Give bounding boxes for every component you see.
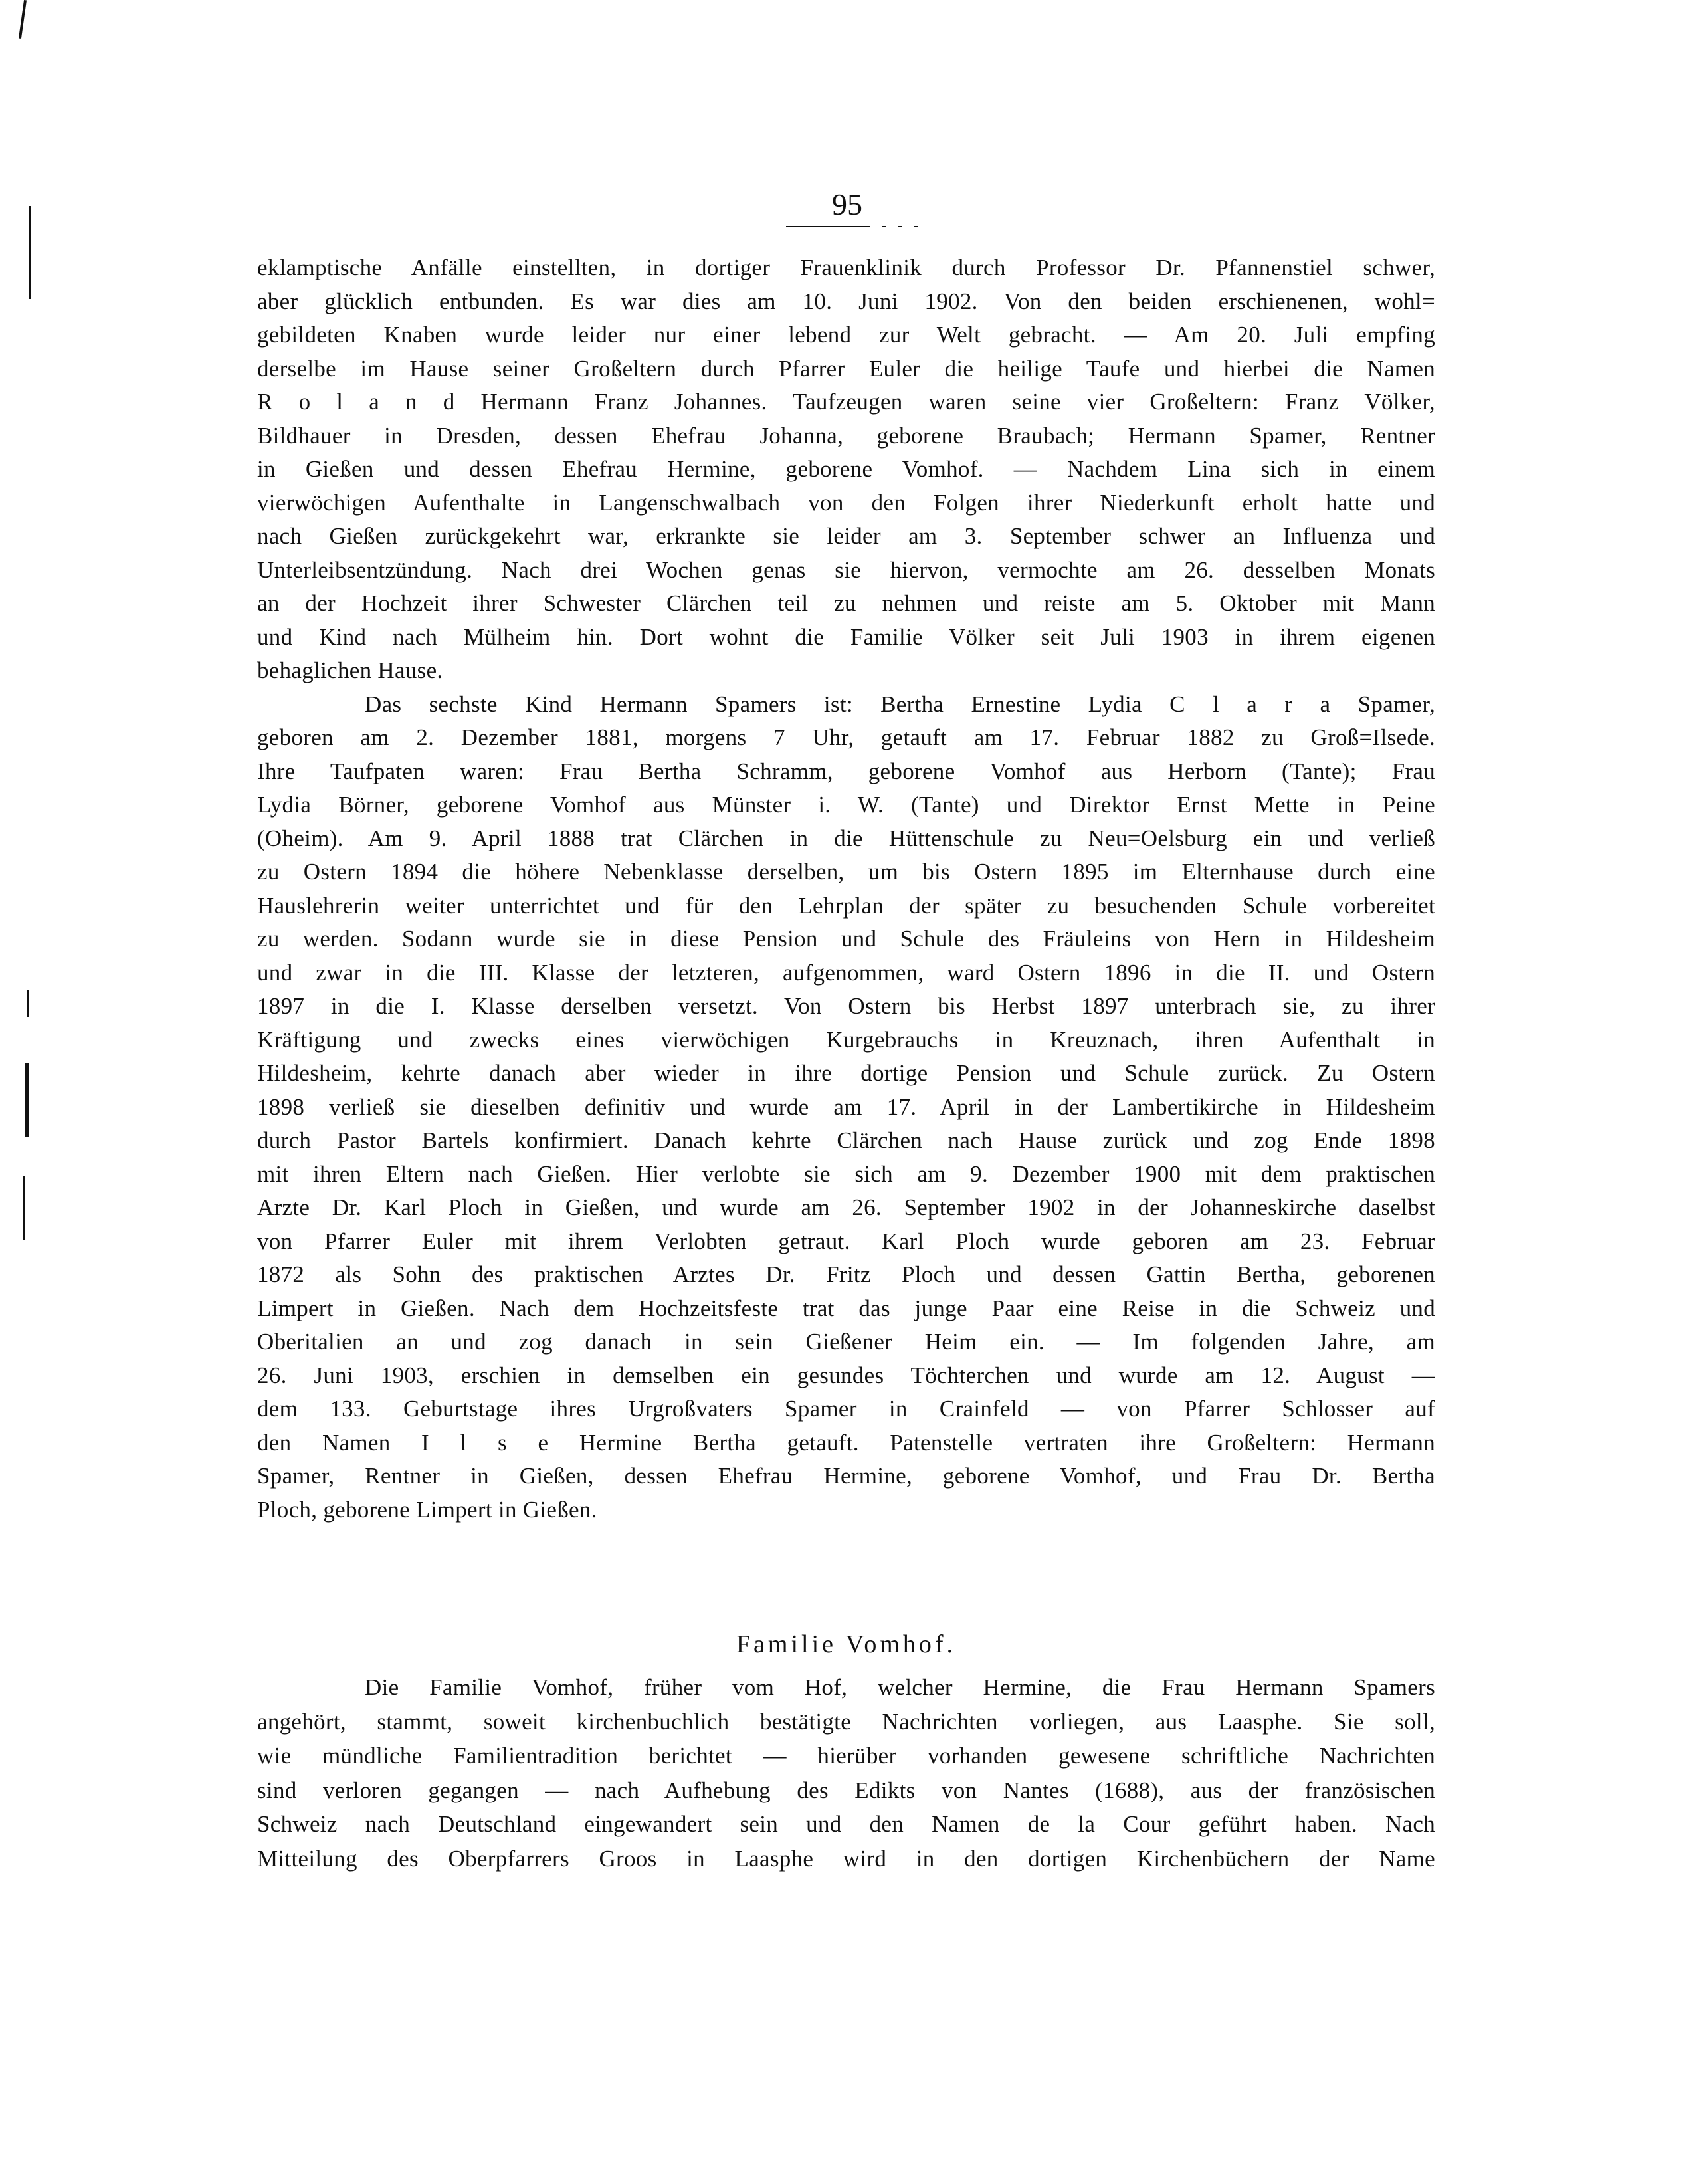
text-line: den Namen I l s e Hermine Bertha getauft. Patenstelle vertraten ihre Großeltern: Hermann <box>257 1429 1435 1456</box>
text-line: Mitteilung des Oberpfarrers Groos in Laasphe wird in den dortigen Kirchenbüchern der Name <box>257 1845 1435 1872</box>
text-line: aber glücklich entbunden. Es war dies am 10. Juni 1902. Von den beiden erschienenen, wohl= <box>257 288 1435 314</box>
text-line: nach Gießen zurückgekehrt war, erkrankte sie leider am 3. September schwer an Influenza und <box>257 523 1435 549</box>
paragraph-familie-vomhof <box>257 1670 1435 1876</box>
text-line: an der Hochzeit ihrer Schwester Clärchen teil zu nehmen und reiste am 5. Oktober mit Mann <box>257 590 1435 616</box>
text-line: Die Familie Vomhof, früher vom Hof, welcher Hermine, die Frau Hermann Spamers <box>365 1674 1435 1700</box>
text-line: sind verloren gegangen — nach Aufhebung des Edikts von Nantes (1688), aus der französischen <box>257 1777 1435 1803</box>
text-line: Hauslehrerin weiter unterrichtet und für den Lehrplan der später zu besuchenden Schule vorbereitet <box>257 892 1435 919</box>
text-line: mit ihren Eltern nach Gießen. Hier verlobte sie sich am 9. Dezember 1900 mit dem praktischen <box>257 1160 1435 1187</box>
text-line: Kräftigung und zwecks eines vierwöchigen Kurgebrauchs in Kreuznach, ihren Aufenthalt in <box>257 1026 1435 1053</box>
text-line: Oberitalien an und zog danach in sein Gießener Heim ein. — Im folgenden Jahre, am <box>257 1329 1435 1355</box>
text-line: vierwöchigen Aufenthalte in Langenschwalbach von den Folgen ihrer Niederkunft erholt hatte und <box>257 489 1435 516</box>
text-line: Arzte Dr. Karl Ploch in Gießen, und wurde am 26. September 1902 in der Johanneskirche daselbst <box>257 1194 1435 1220</box>
page-number: 95 <box>832 187 862 221</box>
text-line: eklamptische Anfälle einstellten, in dortiger Frauenklinik durch Professor Dr. Pfannenstiel schwer, <box>257 255 1435 280</box>
paragraph-sechste-kind <box>257 688 1435 1527</box>
text-line: von Pfarrer Euler mit ihrem Verlobten getraut. Karl Ploch wurde geboren am 23. Februar <box>257 1228 1435 1254</box>
body-text-block <box>257 1670 1435 1876</box>
text-line: 1898 verließ sie dieselben definitiv und wurde am 17. April in der Lambertikirche in Hildesheim <box>257 1093 1435 1120</box>
text-line: zu werden. Sodann wurde sie in diese Pension und Schule des Fräuleins von Hern in Hildesheim <box>257 926 1435 952</box>
scan-margin-mark <box>25 1063 29 1137</box>
scan-margin-mark <box>19 0 27 39</box>
text-line: derselbe im Hause seiner Großeltern durch Pfarrer Euler die heilige Taufe und hierbei die Namen <box>257 355 1435 382</box>
body-text-block <box>257 251 1435 1527</box>
text-line: Ploch, geborene Limpert in Gießen. <box>257 1496 597 1523</box>
page-number-rule <box>786 226 866 227</box>
text-line: 1872 als Sohn des praktischen Arztes Dr. Fritz Ploch und dessen Gattin Bertha, geborenen <box>257 1261 1435 1287</box>
text-line: Lydia Börner, geborene Vomhof aus Münster i. W. (Tante) und Direktor Ernst Mette in Peine <box>257 792 1435 818</box>
scan-margin-mark <box>29 206 31 299</box>
section-heading: Familie Vomhof. <box>736 1630 957 1658</box>
text-line: 26. Juni 1903, erschien in demselben ein gesundes Töchterchen und wurde am 12. August — <box>257 1362 1435 1388</box>
text-line: behaglichen Hause. <box>257 657 443 683</box>
scan-margin-mark <box>27 990 29 1017</box>
scan-margin-mark <box>23 1176 25 1240</box>
text-line: geboren am 2. Dezember 1881, morgens 7 Uhr, getauft am 17. Februar 1882 zu Groß=Ilsede. <box>257 724 1435 750</box>
text-line: (Oheim). Am 9. April 1888 trat Clärchen in die Hüttenschule zu Neu=Oelsburg ein und verließ <box>257 825 1435 851</box>
text-line: in Gießen und dessen Ehefrau Hermine, geborene Vomhof. — Nachdem Lina sich in einem <box>257 456 1435 482</box>
text-line: Das sechste Kind Hermann Spamers ist: Bertha Ernestine Lydia C l a r a Spamer, <box>365 691 1435 717</box>
text-line: und zwar in die III. Klasse der letzteren, aufgenommen, ward Ostern 1896 in die II. und Ostern <box>257 959 1435 986</box>
page-number-rule-dots <box>866 226 929 227</box>
text-line: wie mündliche Familientradition berichtet — hierüber vorhanden gewesene schriftliche Nachrichten <box>257 1743 1435 1769</box>
text-line: und Kind nach Mülheim hin. Dort wohnt die Familie Völker seit Juli 1903 in ihrem eigenen <box>257 623 1435 650</box>
text-line: Hildesheim, kehrte danach aber wieder in ihre dortige Pension und Schule zurück. Zu Ostern <box>257 1060 1435 1086</box>
text-line: durch Pastor Bartels konfirmiert. Danach kehrte Clärchen nach Hause zurück und zog Ende 1898 <box>257 1127 1435 1153</box>
text-line: Schweiz nach Deutschland eingewandert sein und den Namen de la Cour geführt haben. Nach <box>257 1811 1435 1838</box>
text-line: Unterleibsentzündung. Nach drei Wochen genas sie hiervon, vermochte am 26. desselben Monats <box>257 556 1435 583</box>
text-line: 1897 in die I. Klasse derselben versetzt. Von Ostern bis Herbst 1897 unterbrach sie, zu ihrer <box>257 993 1435 1019</box>
text-line: Limpert in Gießen. Nach dem Hochzeitsfeste trat das junge Paar eine Reise in die Schweiz und <box>257 1295 1435 1321</box>
text-line: dem 133. Geburtstage ihres Urgroßvaters Spamer in Crainfeld — von Pfarrer Schlosser auf <box>257 1396 1435 1422</box>
text-line: angehört, stammt, soweit kirchenbuchlich bestätigte Nachrichten vorliegen, aus Laasphe. Sie soll, <box>257 1708 1435 1735</box>
text-line: Ihre Taufpaten waren: Frau Bertha Schramm, geborene Vomhof aus Herborn (Tante); Frau <box>257 758 1435 784</box>
text-line: Bildhauer in Dresden, dessen Ehefrau Johanna, geborene Braubach; Hermann Spamer, Rentner <box>257 422 1435 449</box>
text-line: R o l a n d Hermann Franz Johannes. Taufzeugen waren seine vier Großeltern: Franz Völker, <box>257 389 1435 415</box>
text-line: zu Ostern 1894 die höhere Nebenklasse derselben, um bis Ostern 1895 im Elternhause durch eine <box>257 859 1435 885</box>
text-line: gebildeten Knaben wurde leider nur einer lebend zur Welt gebracht. — Am 20. Juli empfing <box>257 322 1435 348</box>
text-line: Spamer, Rentner in Gießen, dessen Ehefrau Hermine, geborene Vomhof, und Frau Dr. Bertha <box>257 1463 1435 1489</box>
paragraph-continuation <box>257 251 1435 688</box>
